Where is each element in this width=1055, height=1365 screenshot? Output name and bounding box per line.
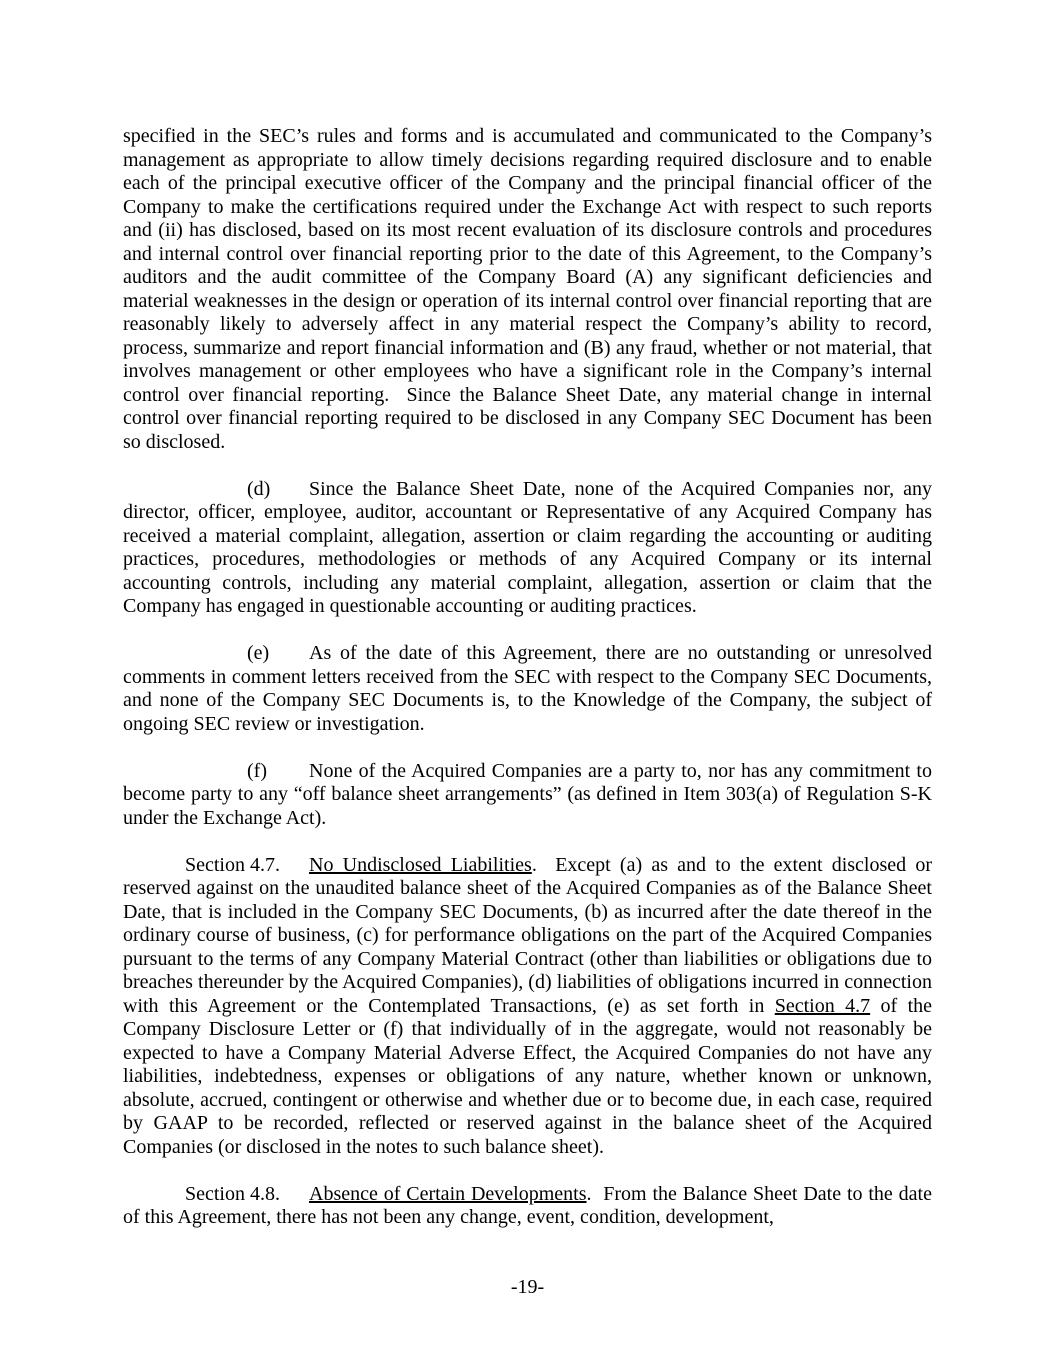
paragraph-label: Section 4.8. — [185, 1182, 280, 1205]
subsection-paragraph — [123, 478, 932, 619]
text-run: As of the date of this Agreement, there are no outstanding or unresolved comments in comment letters received from the SEC with respect to the Company SEC Documents, and none of the Company SEC Documents is, to the Knowledge of the Company, the subject of ongoing SEC review or investigation. — [123, 642, 932, 735]
underlined-text: Absence of Certain Developments — [309, 1182, 587, 1205]
document-body — [123, 125, 932, 1230]
tab-indent — [123, 776, 247, 777]
text-run: specified in the SEC’s rules and forms and is accumulated and communicated to the Company’s management as appropriate to allow timely decisions regarding required disclosure and to enable each of the principal executive officer of the Company and the principal financial officer of the Company to make the certifications required under the Exchange Act with respect to such reports and (ii) has disclosed, based on its most recent evaluation of its disclosure controls and procedures and internal control over financial reporting prior to the date of this Agreement, to the Company’s auditors and the audit committee of the Company Board (A) any significant deficiencies and material weaknesses in the design or operation of its internal control over financial reporting that are reasonably likely to adversely affect in any material respect the Company’s ability to record, process, summarize and report financial information and (B) any fraud, whether or not material, that involves management or other employees who have a significant role in the Company’s internal control over financial reporting. Since the Balance Sheet Date, any material change in internal control over financial reporting required to be disclosed in any Company SEC Document has been so disclosed. — [123, 125, 932, 453]
paragraph-label: (f) — [247, 759, 267, 782]
tab-indent — [123, 494, 247, 495]
section-paragraph — [123, 1183, 932, 1230]
tab-indent — [123, 870, 185, 871]
text-run: . Except (a) as and to the extent disclosed or reserved against on the unaudited balance sheet of the Acquired Companies as of the Balance Sheet Date, that is included in the Company SEC Documents, (b) as incurred after the date thereof in the ordinary course of business, (c) for performance obligations on the part of the Acquired Companies pursuant to the terms of any Company Material Contract (other than liabilities or obligations due to breaches thereunder by the Acquired Companies), (d) liabilities of obligations incurred in connection with this Agreement or the Contemplated Transactions, (e) as set forth in — [123, 853, 932, 1017]
subsection-paragraph — [123, 642, 932, 736]
text-run: None of the Acquired Companies are a party to, nor has any commitment to become party to any “off balance sheet arrangements” (as defined in Item 303(a) of Regulation S-K under the Exchange Act). — [123, 759, 932, 829]
text-run: . From the Balance Sheet Date to the date of this Agreement, there has not been any change, event, condition, development, — [123, 1182, 932, 1228]
paragraph-label: Section 4.7. — [185, 853, 280, 876]
underlined-text: Section 4.7 — [774, 994, 871, 1017]
body-paragraph — [123, 125, 932, 454]
section-paragraph — [123, 854, 932, 1160]
text-run: Since the Balance Sheet Date, none of the Acquired Companies nor, any director, officer, employee, auditor, accountant or Representative of any Acquired Company has received a material complaint, allegation, assertion or claim regarding the accounting or auditing practices, procedures, methodologies or methods of any Acquired Company or its internal accounting controls, including any material complaint, allegation, assertion or claim that the Company has engaged in questionable accounting or auditing practices. — [123, 477, 932, 617]
tab-indent — [123, 1199, 185, 1200]
page-footer — [0, 1276, 1055, 1300]
tab-indent — [123, 658, 247, 659]
paragraph-label: (e) — [247, 642, 270, 664]
paragraph-label: (d) — [247, 477, 271, 500]
text-run: of the Company Disclosure Letter or (f) that individually of in the aggregate, would not reasonably be expected to have a Company Material Adverse Effect, the Acquired Companies do not have any liabilities, indebtedness, expenses or obligations of any nature, whether known or unknown, absolute, accrued, contingent or otherwise and whether due or to become due, in each case, required by GAAP to be recorded, reflected or reserved against in the balance sheet of the Acquired Companies (or disclosed in the notes to such balance sheet). — [123, 994, 933, 1158]
page-number: -19- — [510, 1276, 545, 1298]
underlined-text: No Undisclosed Liabilities — [309, 853, 532, 876]
subsection-paragraph — [123, 760, 932, 831]
